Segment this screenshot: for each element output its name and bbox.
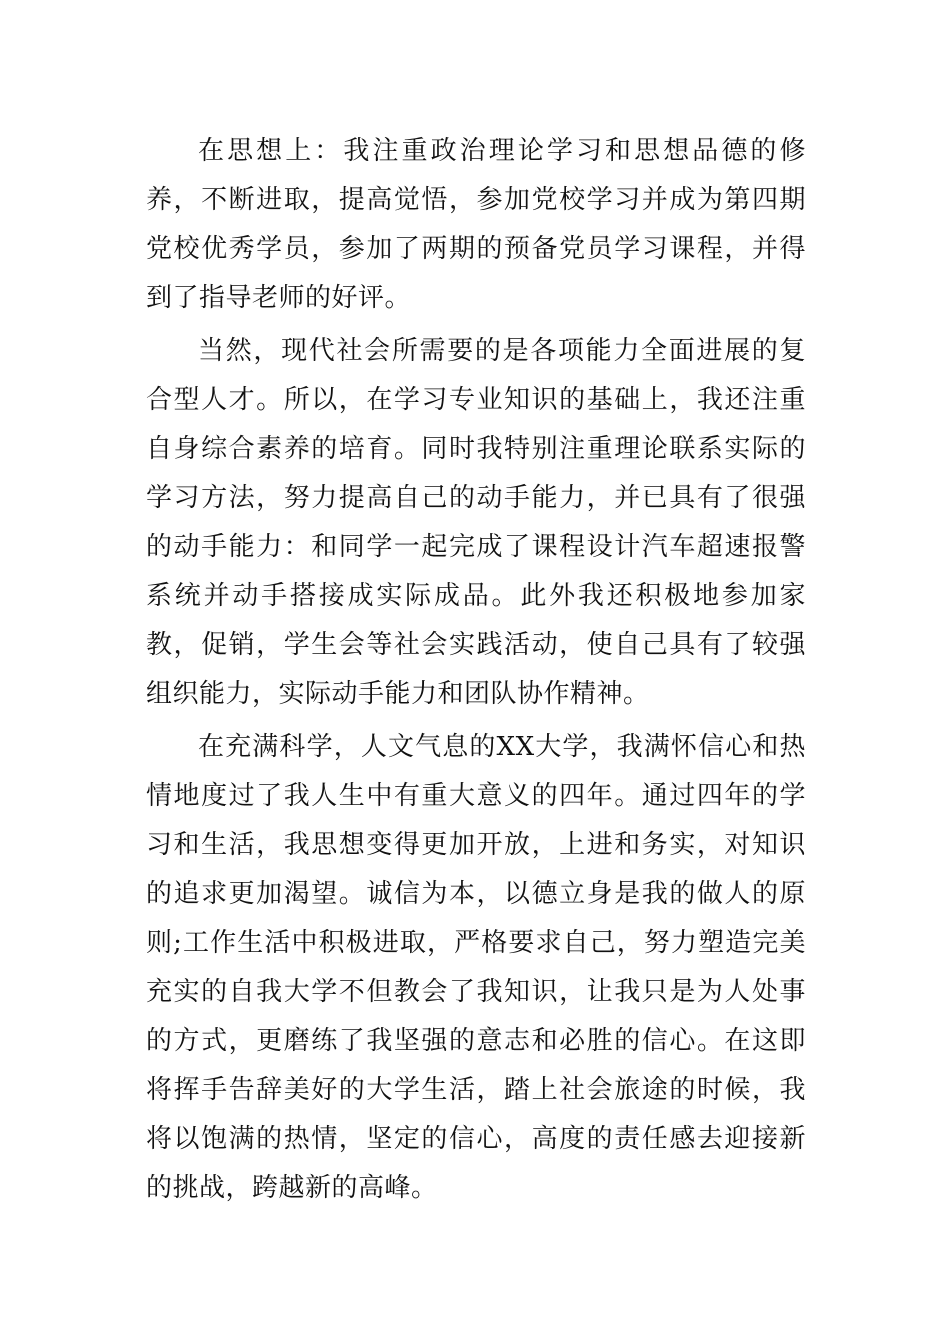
paragraph-university: 在充满科学，人文气息的XX大学，我满怀信心和热情地度过了我人生中有重大意义的四年。通过四年的学习和生活，我思想变得更加开放，上进和务实，对知识的追求更加渴望。诚信为本，以德立身是我的做人的原则;工作生活中积极进取，严格要求自己，努力塑造完美充实的自我大学不但教会了我知识，让我只是为人处事的方式，更磨练了我坚强的意志和必胜的信心。在这即将挥手告辞美好的大学生活，踏上社会旅途的时候，我将以饱满的热情，坚定的信心，高度的责任感去迎接新的挑战，跨越新的高峰。 <box>146 732 806 1203</box>
paragraph-abilities: 当然，现代社会所需要的是各项能力全面进展的复合型人才。所以，在学习专业知识的基础上，我还注重自身综合素养的培育。同时我特别注重理论联系实际的学习方法，努力提高自己的动手能力，并已具有了很强的动手能力：和同学一起完成了课程设计汽车超速报警系统并动手搭接成实际成品。此外我还积极地参加家教，促销，学生会等社会实践活动，使自己具有了较强组织能力，实际动手能力和团队协作精神。 <box>146 336 806 709</box>
paragraph-thought: 在思想上：我注重政治理论学习和思想品德的修养，不断进取，提高觉悟，参加党校学习并成为第四期党校优秀学员，参加了两期的预备党员学习课程，并得到了指导老师的好评。 <box>146 136 806 313</box>
document-body <box>146 127 806 1217</box>
